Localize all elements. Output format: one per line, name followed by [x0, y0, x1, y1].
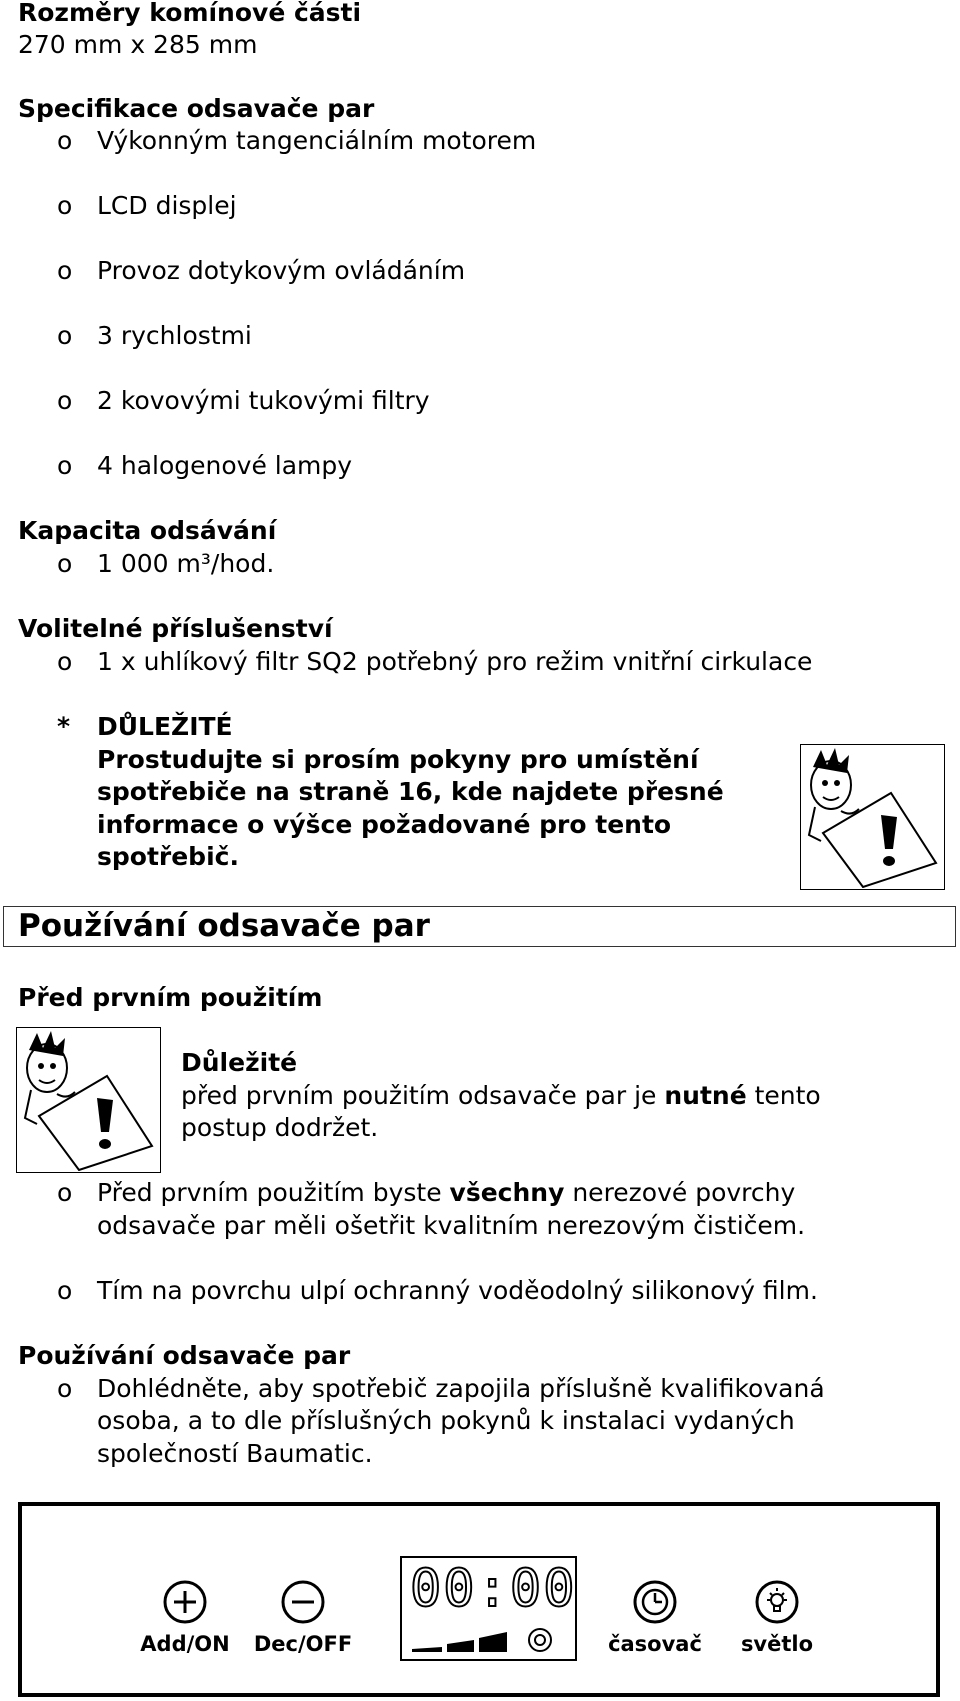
before-use-heading: Před prvním použitím: [18, 983, 323, 1012]
clock-icon: [631, 1578, 679, 1626]
light-button: [722, 1578, 832, 1656]
fan-speed-bars-icon: [412, 1622, 567, 1656]
warning-cartoon-image: [800, 744, 945, 890]
timer-button: [600, 1578, 710, 1656]
before-use-item-text: nerezové povrchy: [564, 1178, 796, 1207]
before-use-note-text: před prvním použitím odsavače par je: [181, 1081, 665, 1110]
dec-off-label: Dec/OFF: [253, 1632, 353, 1656]
bullet: o: [57, 1178, 73, 1207]
section-header-box: [3, 906, 956, 947]
add-on-button: [130, 1578, 240, 1656]
bullet: o: [57, 647, 73, 676]
before-use-item: Tím na povrchu ulpí ochranný voděodolný silikonový film.: [97, 1276, 818, 1305]
bullet: o: [57, 126, 73, 155]
before-use-note-text: tento: [746, 1081, 821, 1110]
minus-icon: [279, 1578, 327, 1626]
bullet: o: [57, 386, 73, 415]
spec-item: 3 rychlostmi: [97, 321, 252, 350]
add-on-label: Add/ON: [140, 1632, 230, 1656]
accessory-item: 1 x uhlíkový filtr SQ2 potřebný pro režim vnitřní cirkulace: [97, 647, 813, 676]
accessories-heading: Volitelné příslušenství: [18, 614, 333, 643]
bullet: o: [57, 1374, 73, 1403]
dec-off-button: [248, 1578, 358, 1656]
warning-cartoon-image: [16, 1027, 161, 1173]
spec-item: Provoz dotykovým ovládáním: [97, 256, 466, 285]
before-use-item-text: Před prvním použitím byste: [97, 1178, 450, 1207]
man-with-exclamation-icon: [17, 1028, 159, 1171]
before-use-note-line: [181, 1080, 821, 1113]
note-line: Prostudujte si prosím pokyny pro umístění: [97, 745, 699, 774]
capacity-item: 1 000 m³/hod.: [97, 549, 275, 578]
spec-item: 2 kovovými tukovými filtry: [97, 386, 430, 415]
before-use-note-line2: postup dodržet.: [181, 1113, 379, 1142]
spec-item: LCD displej: [97, 191, 237, 220]
before-use-note-title: Důležité: [181, 1048, 298, 1077]
lcd-time: 00:00: [410, 1559, 577, 1619]
dimensions-heading: Rozměry komínové části: [18, 0, 362, 27]
note-line: spotřebiče na straně 16, kde najdete přesné: [97, 777, 724, 806]
note-line: spotřebič.: [97, 842, 239, 871]
usage-line: Dohlédněte, aby spotřebič zapojila příslušně kvalifikovaná: [97, 1374, 825, 1403]
before-use-note-bold: nutné: [664, 1081, 747, 1110]
before-use-item: [97, 1177, 795, 1209]
usage-line: osoba, a to dle příslušných pokynů k instalaci vydaných: [97, 1406, 795, 1435]
note-line: informace o výšce požadované pro tento: [97, 810, 672, 839]
bullet: o: [57, 549, 73, 578]
spec-item: Výkonným tangenciálním motorem: [97, 126, 537, 155]
specs-heading: Specifikace odsavače par: [18, 94, 375, 123]
plus-icon: [161, 1578, 209, 1626]
before-use-item-line2: odsavače par měli ošetřit kvalitním nerezovým čističem.: [97, 1211, 806, 1240]
note-star: *: [57, 712, 71, 741]
section-title: Používání odsavače par: [18, 908, 430, 944]
light-label: světlo: [740, 1632, 814, 1656]
bullet: o: [57, 256, 73, 285]
bullet: o: [57, 321, 73, 350]
bullet: o: [57, 451, 73, 480]
lcd-display: [400, 1556, 577, 1661]
note-title: DŮLEŽITÉ: [97, 712, 233, 741]
spec-item: 4 halogenové lampy: [97, 451, 353, 480]
usage-line: společností Baumatic.: [97, 1439, 373, 1468]
bullet: o: [57, 191, 73, 220]
man-with-exclamation-icon: [801, 745, 943, 888]
bullet: o: [57, 1276, 73, 1305]
dimensions-value: 270 mm x 285 mm: [18, 30, 258, 59]
before-use-item-bold: všechny: [449, 1178, 565, 1207]
usage-heading: Používání odsavače par: [18, 1341, 351, 1370]
timer-label: časovač: [608, 1632, 702, 1656]
control-panel-illustration: [18, 1502, 940, 1697]
capacity-heading: Kapacita odsávání: [18, 516, 277, 545]
light-bulb-icon: [753, 1578, 801, 1626]
